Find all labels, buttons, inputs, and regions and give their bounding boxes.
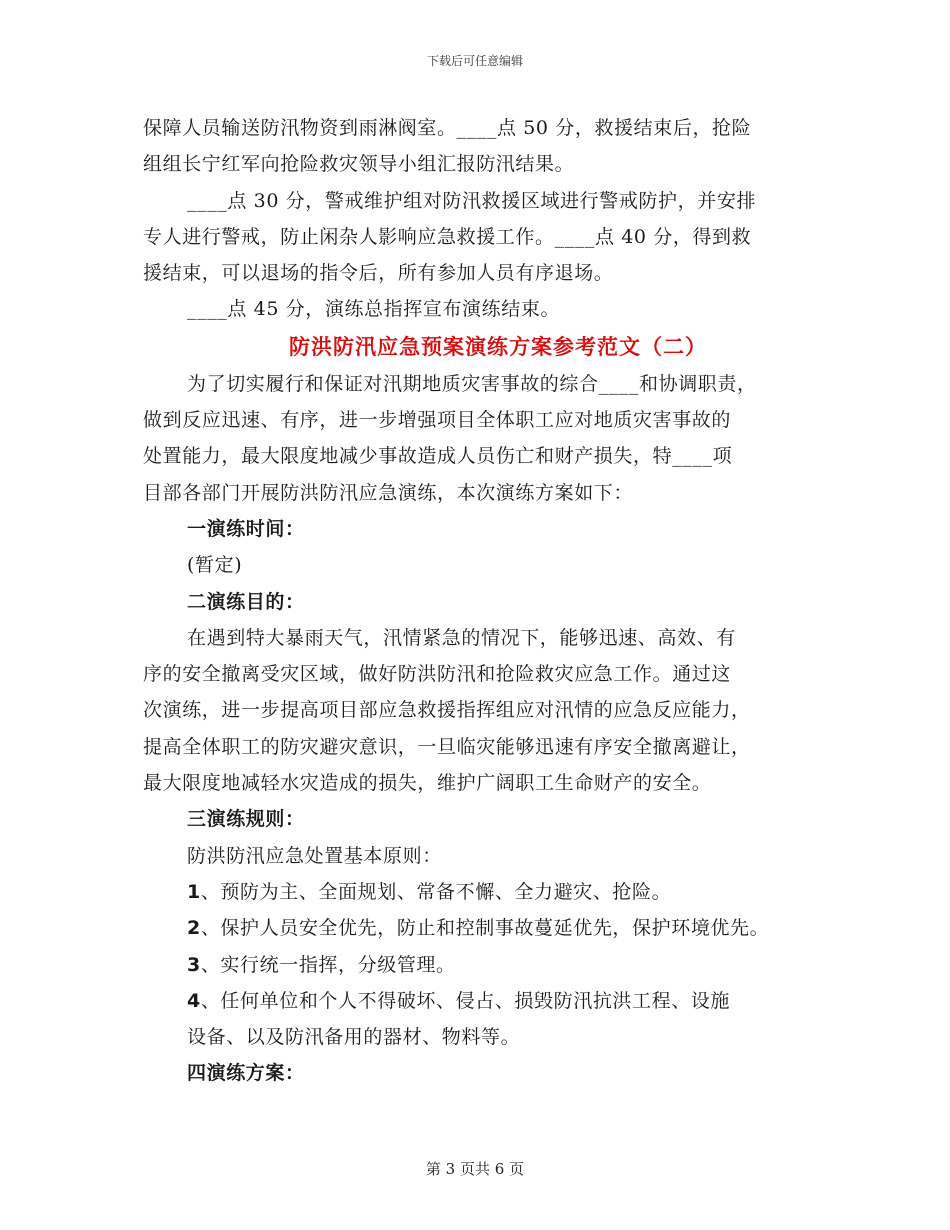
section-content: (暂定) xyxy=(187,554,243,577)
document-title: 防洪防汛应急预案演练方案参考范文（二） xyxy=(289,333,707,359)
intro-line: 目部各部门开展防洪防汛应急演练，本次演练方案如下： xyxy=(143,481,634,504)
paragraph-line: ____点 30 分，警戒维护组对防汛救援区域进行警戒防护，并安排 xyxy=(187,189,757,212)
section-content: 提高全体职工的防灾避灾意识，一旦临灾能够迅速有序安全撤离避让， xyxy=(143,735,751,758)
section-content: 次演练，进一步提高项目部应急救援指挥组应对汛情的应急反应能力， xyxy=(143,699,751,722)
section-heading: 二演练目的： xyxy=(187,590,305,613)
list-item-continuation: 设备、以及防汛备用的器材、物料等。 xyxy=(187,1026,521,1049)
section-content: 在遇到特大暴雨天气，汛情紧急的情况下，能够迅速、高效、有 xyxy=(187,626,736,649)
paragraph-line: ____点 45 分，演练总指挥宣布演练结束。 xyxy=(187,298,561,321)
list-item-text: 、保护人员安全优先，防止和控制事故蔓延优先，保护环境优先。 xyxy=(200,917,770,940)
list-item-number: 3 xyxy=(187,953,201,976)
list-item xyxy=(143,983,833,1019)
section-heading: 一演练时间： xyxy=(187,517,305,540)
paragraph-line: 专人进行警戒，防止闲杂人影响应急救援工作。____点 40 分，得到救 xyxy=(143,225,752,248)
list-item xyxy=(143,874,833,910)
list-item xyxy=(143,910,833,946)
intro-line: 为了切实履行和保证对汛期地质灾害事故的综合____和协调职责， xyxy=(187,372,757,395)
intro-line: 做到反应迅速、有序，进一步增强项目全体职工应对地质灾害事故的 xyxy=(143,409,732,432)
page-header: 下载后可任意编辑 xyxy=(426,54,523,68)
list-item-text: 、任何单位和个人不得破坏、侵占、损毁防汛抗洪工程、设施 xyxy=(200,989,731,1012)
section-heading: 四演练方案： xyxy=(187,1062,305,1085)
section-content: 防洪防汛应急处置基本原则： xyxy=(187,844,442,867)
list-item-number: 4 xyxy=(187,989,201,1012)
document-body xyxy=(143,110,833,1092)
list-item-text: 、预防为主、全面规划、常备不懈、全力避灾、抢险。 xyxy=(200,880,672,903)
paragraph-line: 保障人员输送防汛物资到雨淋阀室。____点 50 分，救援结束后，抢险 xyxy=(143,117,752,139)
section-content: 序的安全撤离受灾区域，做好防洪防汛和抢险救灾应急工作。通过这 xyxy=(143,663,732,686)
section-content: 最大限度地减轻水灾造成的损失，维护广阔职工生命财产的安全。 xyxy=(143,772,712,795)
page-footer: 第 3 页共 6 页 xyxy=(425,1160,525,1178)
intro-line: 处置能力，最大限度地减少事故造成人员伤亡和财产损失，特____项 xyxy=(143,445,733,468)
list-item xyxy=(143,947,833,983)
list-item-number: 2 xyxy=(187,917,201,940)
section-heading: 三演练规则： xyxy=(187,808,305,831)
list-item-text: 、实行统一指挥，分级管理。 xyxy=(200,953,456,976)
list-item-number: 1 xyxy=(187,880,201,903)
paragraph-line: 援结束，可以退场的指令后，所有参加人员有序退场。 xyxy=(143,262,614,285)
paragraph-line: 组组长宁红军向抢险救灾领导小组汇报防汛结果。 xyxy=(143,153,575,176)
